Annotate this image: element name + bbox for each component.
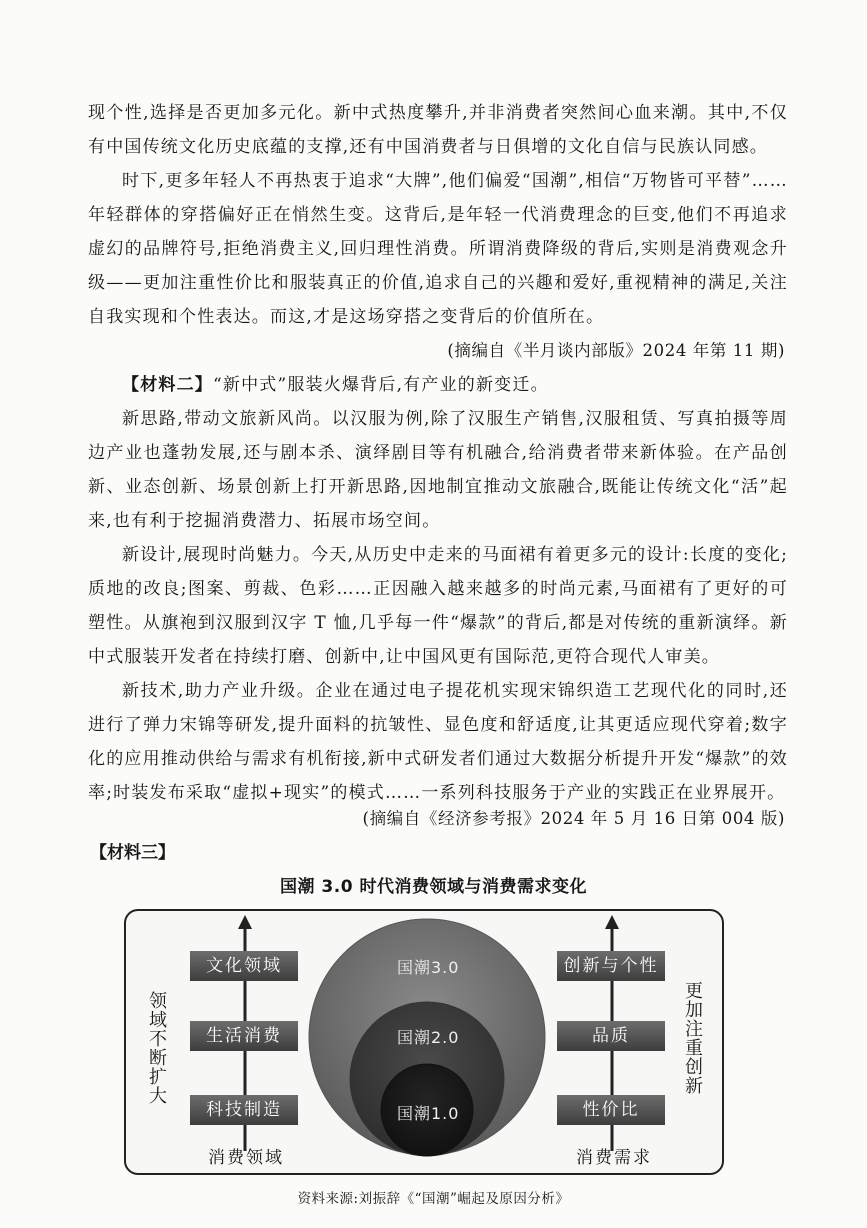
paragraph-youth-consumption: 时下,更多年轻人不再热衷于追求“大牌”,他们偏爱“国潮”,相信“万物皆可平替”……年轻群体的穿搭偏好正在悄然生变。这背后,是年轻一代消费理念的巨变,他们不再追求虚幻的品牌符号,拒绝消费主义,回归理性消费。所谓消费降级的背后,实则是消费观念升级——更加注重性价比和服装真正的价值,追求自己的兴趣和爱好,重视精神的满足,关注自我实现和个性表达。而这,才是这场穿搭之变背后的价值所在。	[88, 171, 788, 327]
source-citation-2: (摘编自《经济参考报》2024 年 5 月 16 日第 004 版)	[362, 809, 785, 828]
label-guochao-3: 国潮3.0	[397, 958, 460, 977]
paragraph-new-thinking: 新思路,带动文旅新风尚。以汉服为例,除了汉服生产销售,汉服租赁、写真拍摄等周边产业也蓬勃发展,还与剧本杀、演绎剧目等有机融合,给消费者带来新体验。在产品创新、业态创新、场景创新上打开新思路,因地制宜推动文旅融合,既能让传统文化“活”起来,也有利于挖掘消费潜力、拓展市场空间。	[88, 409, 788, 531]
label-guochao-1: 国潮1.0	[397, 1104, 460, 1123]
material2-title: 【材料二】	[122, 375, 213, 395]
box-life-consumption: 生活消费	[190, 1021, 298, 1051]
right-axis-label: 消费需求	[576, 1148, 652, 1168]
right-side-text: 更加注重创新	[682, 981, 703, 1095]
paragraph-continued: 现个性,选择是否更加多元化。新中式热度攀升,并非消费者突然间心血来潮。其中,不仅有中国传统文化历史底蕴的支撑,还有中国消费者与日俱增的文化自信与民族认同感。	[88, 103, 788, 157]
left-axis-label: 消费领域	[208, 1148, 284, 1168]
figure-caption: 资料来源:刘振辞《“国潮”崛起及原因分析》	[297, 1191, 570, 1207]
source-citation-1: (摘编自《半月谈内部版》2024 年第 11 期)	[447, 341, 785, 360]
label-guochao-2: 国潮2.0	[397, 1028, 460, 1047]
material3-title: 【材料三】	[90, 843, 175, 863]
left-arrow-head	[238, 915, 252, 929]
left-side-text: 领域不断扩大	[146, 991, 167, 1105]
material2-lead-paragraph	[88, 368, 788, 402]
box-quality: 品质	[557, 1021, 665, 1051]
box-culture: 文化领域	[190, 951, 298, 981]
right-arrow-head	[605, 915, 619, 929]
material2-lead: “新中式”服装火爆背后,有产业的新变迁。	[213, 375, 549, 395]
box-innovation-individuality: 创新与个性	[557, 951, 665, 981]
paragraph-new-technology: 新技术,助力产业升级。企业在通过电子提花机实现宋锦织造工艺现代化的同时,还进行了弹力宋锦等研发,提升面料的抗皱性、显色度和舒适度,让其更适应现代穿着;数字化的应用推动供给与需求有机衔接,新中式研发者们通过大数据分析提升开发“爆款”的效率;时装发布采取“虚拟+现实”的模式……一系列科技服务于产业的实践正在业界展开。	[88, 681, 788, 803]
box-tech-manufacturing: 科技制造	[190, 1095, 298, 1125]
paragraph-new-design: 新设计,展现时尚魅力。今天,从历史中走来的马面裙有着更多元的设计:长度的变化;质地的改良;图案、剪裁、色彩……正因融入越来越多的时尚元素,马面裙有了更好的可塑性。从旗袍到汉服到汉字 T 恤,几乎每一件“爆款”的背后,都是对传统的重新演绎。新中式服装开发者在持续打磨、创新中,让中国风更有国际范,更符合现代人审美。	[88, 545, 788, 667]
figure-title: 国潮 3.0 时代消费领域与消费需求变化	[280, 877, 587, 897]
box-value-for-money: 性价比	[557, 1095, 665, 1125]
guochao-figure	[124, 909, 724, 1175]
